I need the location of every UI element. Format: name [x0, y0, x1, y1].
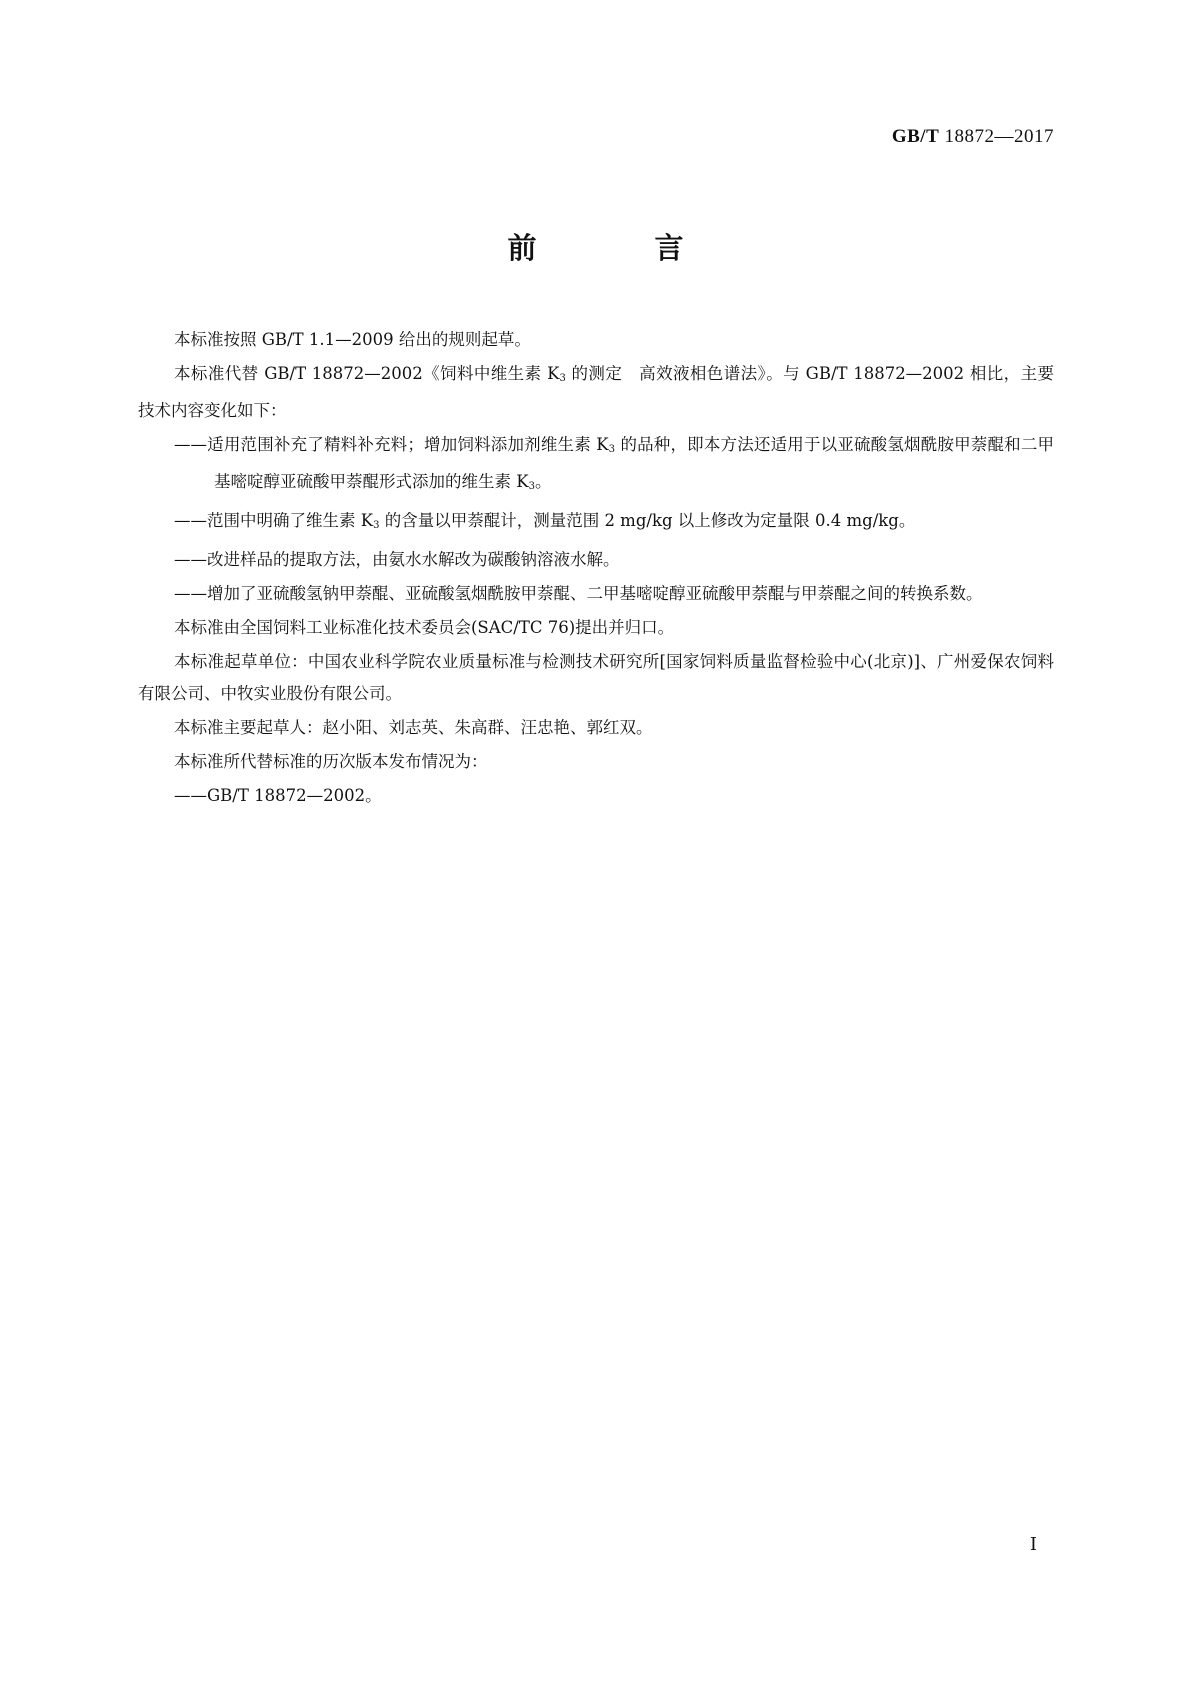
list-item-conversion-factors: ——增加了亚硫酸氢钠甲萘醌、亚硫酸氢烟酰胺甲萘醌、二甲基嘧啶醇亚硫酸甲萘醌与甲萘醌之间的转换系数。 [174, 584, 983, 603]
paragraph-previous-editions: 本标准所代替标准的历次版本发布情况为： [174, 752, 488, 771]
list-item-scope-extension: ——适用范围补充了精料补充料；增加饲料添加剂维生素 $K_3$ 的品种，即本方法还适用于以亚硫酸氢烟酰胺甲萘醌和二甲基嘧啶醇亚硫酸甲萘醌形式添加的维生素 $K_3$。 [174, 435, 1055, 492]
paragraph-drafting-units: 本标准起草单位：中国农业科学院农业质量标准与检测技术研究所[国家饲料质量监督检验中心(北京)]、广州爱保农饲料有限公司、中牧实业股份有限公司。 [138, 652, 1054, 703]
standard-code-prefix: GB/T [891, 126, 940, 147]
page-number: I [1029, 1534, 1037, 1555]
standard-code-number: 18872—2017 [944, 126, 1054, 147]
page-title: 前 言 [507, 231, 738, 265]
paragraph-replaces: 本标准代替 GB/T 18872—2002《饲料中维生素 $K_3$ 的测定 高效液相色谱法》。与 GB/T 18872—2002 相比，主要技术内容变化如下： [138, 364, 1054, 420]
foreword-body [138, 324, 1054, 814]
paragraph-proposed-by: 本标准由全国饲料工业标准化技术委员会(SAC/TC 76)提出并归口。 [174, 618, 675, 637]
list-item-previous-edition: ——GB/T 18872—2002。 [174, 786, 382, 805]
list-item-extraction-method: ——改进样品的提取方法，由氨水水解改为碳酸钠溶液水解。 [174, 550, 620, 569]
paragraph-drafting-rules: 本标准按照 GB/T 1.1—2009 给出的规则起草。 [174, 330, 531, 349]
paragraph-drafters: 本标准主要起草人：赵小阳、刘志英、朱高群、汪忠艳、郭红双。 [174, 718, 653, 737]
standard-code-header [892, 126, 1054, 148]
list-item-quantification-limit: ——范围中明确了维生素 $K_3$ 的含量以甲萘醌计，测量范围 2 mg/kg 以上修改为定量限 0.4 mg/kg。 [174, 511, 916, 531]
